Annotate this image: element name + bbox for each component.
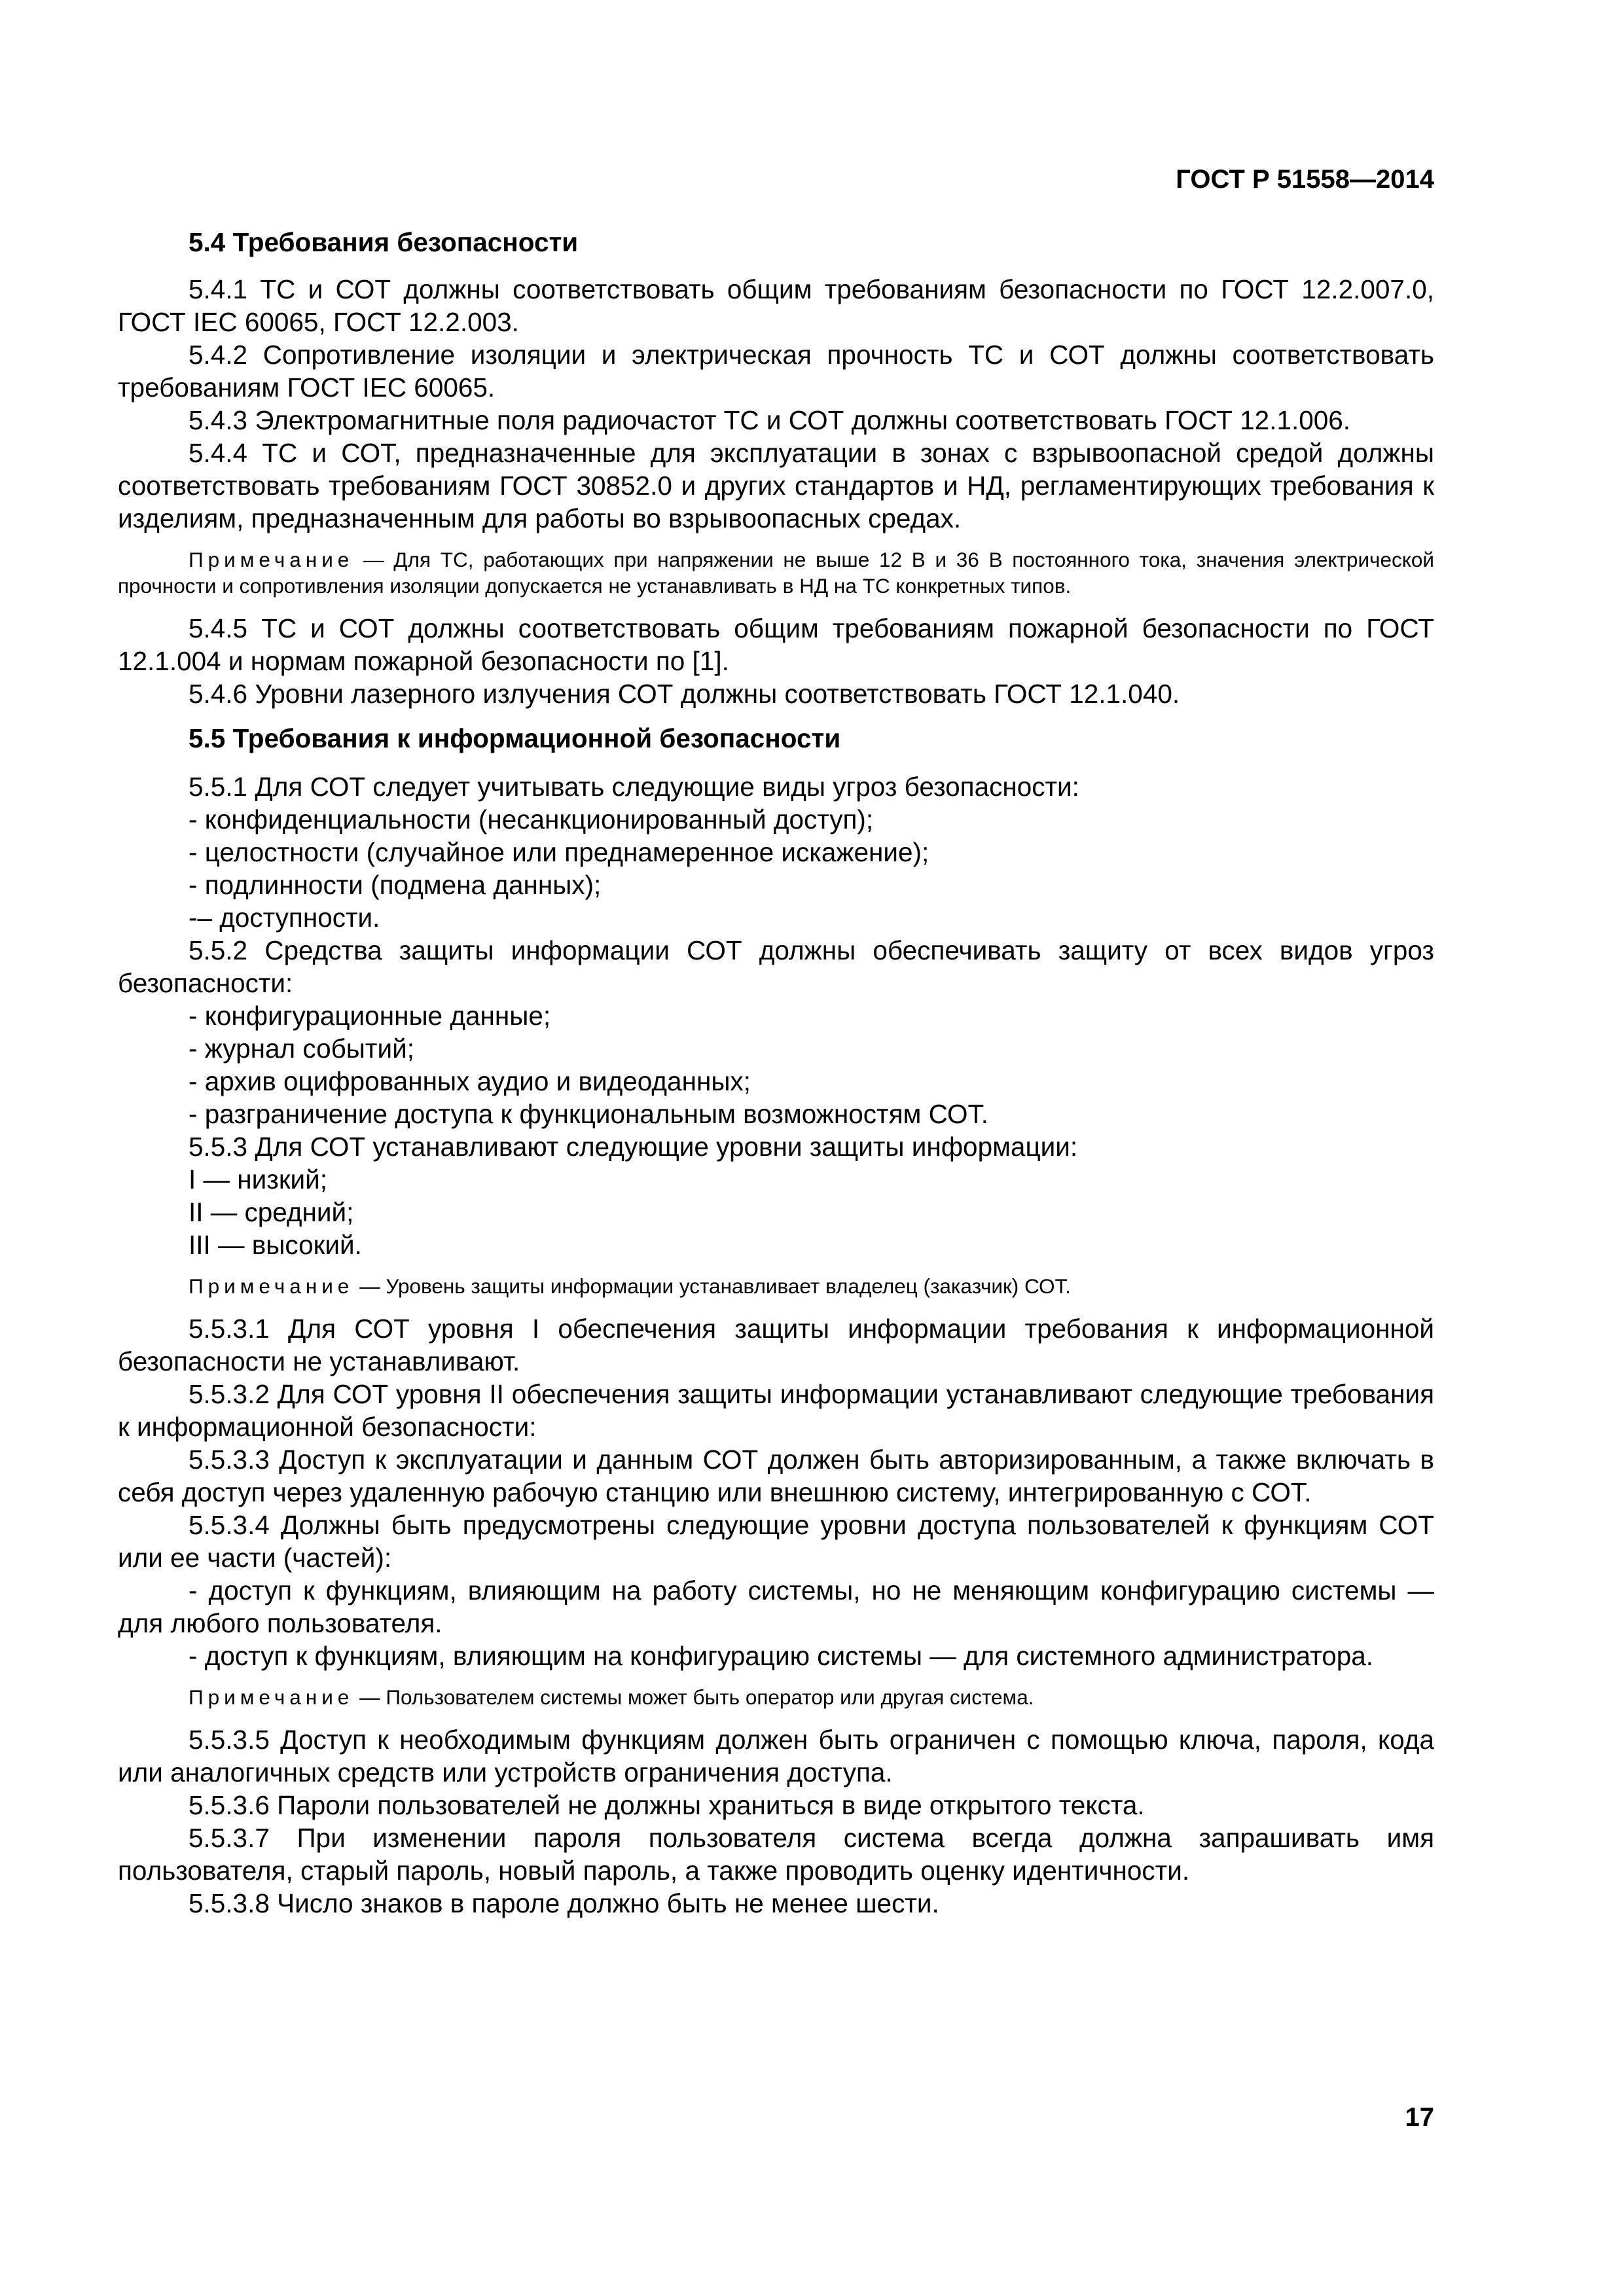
paragraph-5-5-3-4-a: - доступ к функциям, влияющим на работу системы, но не меняющим конфигурацию системы — для любого пользователя. [118,1575,1434,1638]
note-text: — Для ТС, работающих при напряжении не выше 12 В и 36 В постоянного тока, значения электрической прочности и сопротивления изоляции допускается не устанавливать в НД на ТС конкретных типов. [118,548,1434,598]
protection-list [118,999,1434,1130]
paragraph-5-4-3: 5.4.3 Электромагнитные поля радиочастот ТС и СОТ должны соответствовать ГОСТ 12.1.006. [189,405,1351,435]
note-label: Примечание [189,1274,354,1298]
paragraph-5-5-2: 5.5.2 Средства защиты информации СОТ должны обеспечивать защиту от всех видов угроз безопасности: [118,935,1434,998]
page-content [118,226,1434,1920]
paragraph-5-5-3-4: 5.5.3.4 Должны быть предусмотрены следующие уровни доступа пользователей к функциям СОТ или ее части (частей): [118,1510,1434,1573]
note-label: Примечание [189,1685,354,1709]
paragraph-5-5-3: 5.5.3 Для СОТ устанавливают следующие уровни защиты информации: [189,1132,1078,1162]
list-item: -– доступности. [189,903,380,933]
section-5-5-title: 5.5 Требования к информационной безопасности [189,723,841,753]
list-item: - целостности (случайное или преднамеренное искажение); [189,837,929,867]
list-item: - журнал событий; [189,1033,414,1064]
page-number: 17 [1405,2103,1434,2132]
levels-list [118,1163,1434,1261]
paragraph-5-4-1: 5.4.1 ТС и СОТ должны соответствовать общим требованиям безопасности по ГОСТ 12.2.007.0, ГОСТ IEC 60065, ГОСТ 12.2.003. [118,274,1434,337]
list-item: - архив оцифрованных аудио и видеоданных; [189,1066,751,1096]
paragraph-5-5-3-5: 5.5.3.5 Доступ к необходимым функциям должен быть ограничен с помощью ключа, пароля, кода или аналогичных средств или устройств ограничения доступа. [118,1725,1434,1787]
note-5-5-3 [118,1273,1434,1299]
note-text: — Пользователем системы может быть оператор или другая система. [359,1685,1034,1709]
list-item: III — высокий. [189,1230,362,1260]
paragraph-5-5-3-4-b: - доступ к функциям, влияющим на конфигурацию системы — для системного администратора. [189,1641,1374,1671]
paragraph-5-4-5: 5.4.5 ТС и СОТ должны соответствовать общим требованиям пожарной безопасности по ГОСТ 12.1.004 и нормам пожарной безопасности по [1]. [118,613,1434,676]
note-5-5-3-4 [118,1684,1434,1710]
paragraph-5-5-3-1: 5.5.3.1 Для СОТ уровня I обеспечения защиты информации требования к информационной безопасности не устанавливают. [118,1314,1434,1376]
paragraph-5-4-4: 5.4.4 ТС и СОТ, предназначенные для эксплуатации в зонах с взрывоопасной средой должны соответствовать требованиям ГОСТ 30852.0 и других стандартов и НД, регламентирующих требования к изделиям, предназначенным для работы во взрывоопасных средах. [118,438,1434,533]
paragraph-5-5-3-3: 5.5.3.3 Доступ к эксплуатации и данным СОТ должен быть авторизированным, а также включать в себя доступ через удаленную рабочую станцию или внешнюю систему, интегрированную с СОТ. [118,1444,1434,1507]
paragraph-5-5-3-6: 5.5.3.6 Пароли пользователей не должны храниться в виде открытого текста. [189,1790,1145,1820]
note-label: Примечание [189,548,354,571]
list-item: - подлинности (подмена данных); [189,870,602,900]
document-code-header: ГОСТ Р 51558—2014 [1176,165,1434,194]
paragraph-5-5-3-2: 5.5.3.2 Для СОТ уровня II обеспечения защиты информации устанавливают следующие требования к информационной безопасности: [118,1379,1434,1442]
list-item: I — низкий; [189,1164,328,1194]
list-item: - конфигурационные данные; [189,1001,551,1031]
paragraph-5-5-1: 5.5.1 Для СОТ следует учитывать следующие виды угроз безопасности: [189,772,1079,802]
threats-list [118,803,1434,934]
list-item: - конфиденциальности (несанкционированный доступ); [189,804,874,834]
list-item: II — средний; [189,1197,354,1227]
paragraph-5-4-6: 5.4.6 Уровни лазерного излучения СОТ должны соответствовать ГОСТ 12.1.040. [189,679,1180,709]
paragraph-5-4-2: 5.4.2 Сопротивление изоляции и электрическая прочность ТС и СОТ должны соответствовать требованиям ГОСТ IEC 60065. [118,340,1434,403]
note-5-4-4 [118,547,1434,599]
paragraph-5-5-3-8: 5.5.3.8 Число знаков в пароле должно быть не менее шести. [189,1888,939,1918]
section-5-4-title: 5.4 Требования безопасности [189,227,579,257]
paragraph-5-5-3-7: 5.5.3.7 При изменении пароля пользователя система всегда должна запрашивать имя пользователя, старый пароль, новый пароль, а также проводить оценку идентичности. [118,1823,1434,1886]
list-item: - разграничение доступа к функциональным возможностям СОТ. [189,1099,988,1129]
note-text: — Уровень защиты информации устанавливает владелец (заказчик) СОТ. [359,1274,1072,1298]
